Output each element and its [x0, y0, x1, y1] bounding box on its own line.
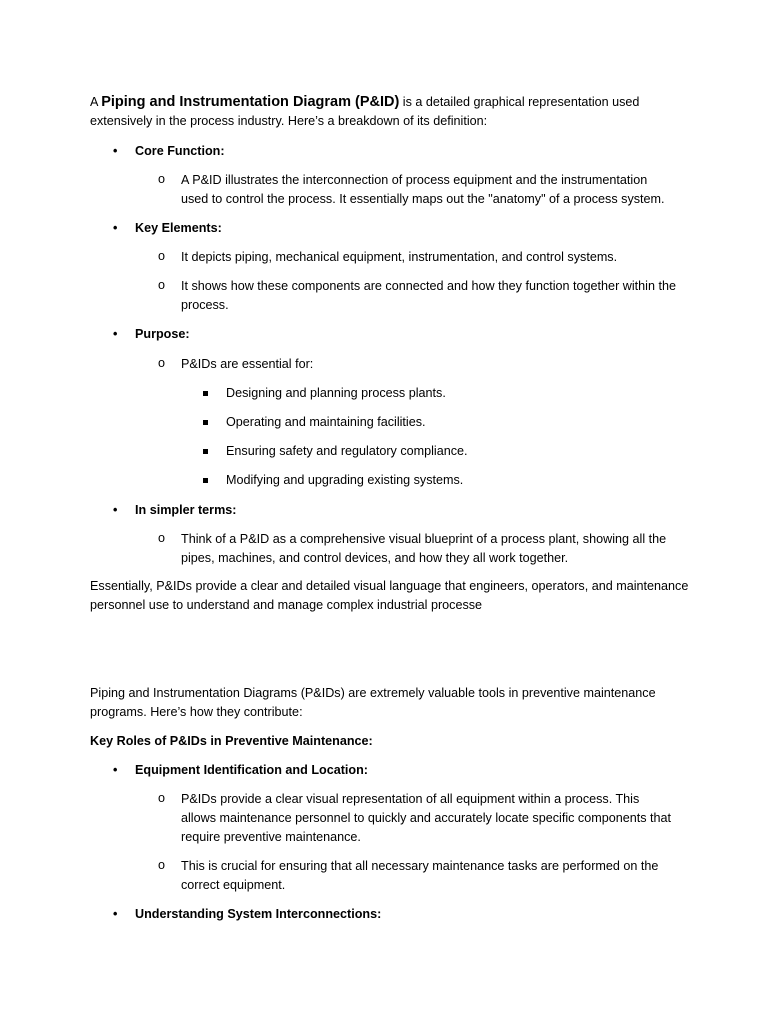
sub-item-text: It depicts piping, mechanical equipment, instrumentation, and control systems. — [181, 250, 618, 264]
bullet-marker: • — [113, 221, 118, 235]
square-marker — [203, 449, 208, 454]
square-marker — [203, 391, 208, 396]
sub-item-text: P&IDs are essential for: — [181, 357, 314, 371]
intro-suffix: is a detailed graphical representation used extensively in the process industry. Here’s a breakdown of its definition: — [90, 95, 640, 128]
list-item-label: Core Function: — [135, 144, 225, 158]
intro-prefix: A — [90, 95, 102, 109]
section2-heading: Key Roles of P&IDs in Preventive Maintenance: — [90, 734, 373, 748]
sub-item-text: It shows how these components are connected and how they function together within the process. — [181, 279, 676, 312]
list-item-label: Key Elements: — [135, 221, 222, 235]
section2-intro-paragraph: Piping and Instrumentation Diagrams (P&IDs) are extremely valuable tools in preventive maintenance programs. Here’s how they contribute: — [90, 686, 656, 719]
list-item-label: Understanding System Interconnections: — [135, 907, 382, 921]
circle-marker: o — [158, 791, 166, 805]
circle-marker: o — [158, 172, 166, 186]
list-item-label: In simpler terms: — [135, 503, 237, 517]
list-item-label: Equipment Identification and Location: — [135, 763, 368, 777]
sub-item-text: A P&ID illustrates the interconnection of process equipment and the instrumentation used to control the process. It essentially maps out the "anatomy" of a process system. — [181, 173, 665, 206]
sub-sub-item-text: Modifying and upgrading existing systems. — [226, 473, 464, 487]
sub-item-text: Think of a P&ID as a comprehensive visual blueprint of a process plant, showing all the pipes, machines, and control devices, and how they all work together. — [181, 532, 667, 565]
bullet-marker: • — [113, 763, 118, 777]
circle-marker: o — [158, 356, 166, 370]
circle-marker: o — [158, 858, 166, 872]
sub-sub-item-text: Ensuring safety and regulatory compliance. — [226, 444, 468, 458]
bullet-marker: • — [113, 327, 118, 341]
sub-sub-item-text: Operating and maintaining facilities. — [226, 415, 426, 429]
sub-item-text: P&IDs provide a clear visual representation of all equipment within a process. This allows maintenance personnel to quickly and accurately locate specific components that require preventive maintenance. — [181, 792, 672, 844]
circle-marker: o — [158, 249, 166, 263]
bullet-marker: • — [113, 503, 118, 517]
sub-item-text: This is crucial for ensuring that all necessary maintenance tasks are performed on the correct equipment. — [181, 859, 659, 892]
intro-paragraph — [90, 93, 690, 131]
circle-marker: o — [158, 278, 166, 292]
square-marker — [203, 478, 208, 483]
intro-title: Piping and Instrumentation Diagram (P&ID) — [101, 94, 400, 110]
sub-sub-item-text: Designing and planning process plants. — [226, 386, 446, 400]
bullet-marker: • — [113, 907, 118, 921]
closing-paragraph: Essentially, P&IDs provide a clear and detailed visual language that engineers, operators, and maintenance personnel use to understand and manage complex industrial processe — [90, 579, 689, 612]
bullet-marker: • — [113, 144, 118, 158]
square-marker — [203, 420, 208, 425]
circle-marker: o — [158, 531, 166, 545]
list-item-label: Purpose: — [135, 327, 190, 341]
